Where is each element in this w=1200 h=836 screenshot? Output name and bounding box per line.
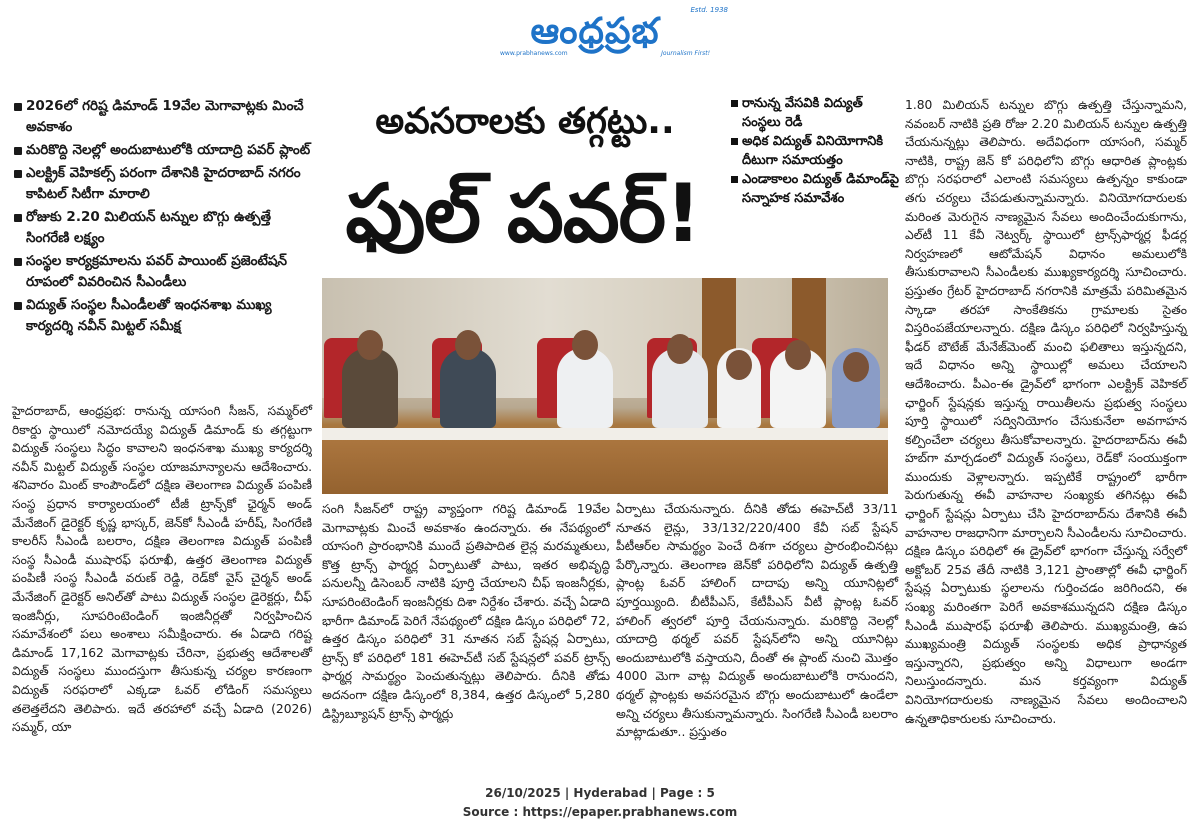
highlight-item: ఎలక్ట్రిక్ వెహికల్స్ పరంగా దేశానికి హైదరాబాద్ నగరం కాపిటల్ సిటీగా మారాలి: [12, 163, 312, 205]
photo-person-head: [726, 350, 752, 380]
photo-person: [440, 348, 496, 428]
photo-person-head: [572, 330, 598, 360]
highlight-item: 2026లో గరిష్ట డిమాండ్ 19వేల మెగావాట్లకు మించే అవకాశం: [12, 96, 312, 138]
photo-person: [342, 348, 398, 428]
article-column-4: [905, 96, 1187, 728]
article-text: సంగి సీజన్‌లో రాష్ట్ర వ్యాప్తంగా గరిష్ట డిమాండ్ 19వేల మెగావాట్లకు మించే అవకాశం ఉందన్నారు. ఈ నేపథ్యంలో యాసంగి ప్రారంభానికి ముందే ప్రతిపాదిత లైన్ల మరమ్మతులు, కొత్త ట్రాన్స్ ఫార్మర్ల ఏర్పాటుతో పాటు, ఇతర అభివృద్ధి పనులన్నీ డిసెంబర్ నాటికి పూర్తి చేయాలని చీఫ్ ఇంజనీర్లకు, సూపరింటెండింగ్ ఇంజనీర్లకు దిశా నిర్దేశం చేశారు. వచ్చే ఏడాది భారీగా డిమాండ్ పెరిగే నేపథ్యంలో దక్షిణ డిస్కం పరిధిలో 72, ఉత్తర డిస్కం పరిధిలో 31 నూతన సబ్ స్టేషన్ల ఏర్పాటు, ట్రాన్స్ కో పరిధిలో 181 ఈహెచ్‌టీ సబ్ స్టేషన్లలో పవర్ ట్రాన్స్ ఫార్మర్ల సామర్థ్యం పెంచుతున్నట్లు తెలిపారు. దీనికి తోడు అదనంగా దక్షిణ డిస్కంలో 8,384, ఉత్తర డిస్కంలో 5,280 డిస్ట్రిబ్యూషన్ ట్రాన్స్ ఫార్మర్లు: [322, 502, 610, 721]
article-column-1: [12, 402, 312, 737]
highlight-item: విద్యుత్ సంస్థల సీఎండీలతో ఇంధనశాఖ ముఖ్య కార్యదర్శి నవీన్ మిట్టల్ సమీక్ష: [12, 295, 312, 337]
highlight-item: సంస్థల కార్యక్రమాలను పవర్ పాయింట్ ప్రజెంటేషన్ రూపంలో వివరించిన సీఎండీలు: [12, 251, 312, 293]
article-text: హైదరాబాద్, ఆంధ్రప్రభ: రానున్న యాసంగి సీజన్, సమ్మర్‌లో రికార్డు స్థాయిలో నమోదయ్యే విద్యుత్ డిమాండ్ కు తగ్గట్టుగా విద్యుత్ సంస్థలు సిద్ధం కావాలని ఇంధనశాఖ ముఖ్య కార్యదర్శి నవీన్ మిట్టల్ విద్యుత్ సంస్థల యాజమాన్యాలను ఆదేశించారు. శనివారం మింట్ కాంపౌండ్‌లో దక్షిణ తెలంగాణ విద్యుత్ పంపిణీ సంస్థ ప్రధాన కార్యాలయంలో టీజీ ట్రాన్స్‌కో ఛైర్మన్ అండ్ మేనేజింగ్ డైరెక్టర్ కృష్ణ భాస్కర్, జెన్‌కో సీఎండీ హరీష్, సింగరేణి కాలరీస్ సీఎండీ బలరాం, దక్షిణ తెలంగాణ విద్యుత్ పంపిణీ సంస్థ సీఎండీ ముషారఫ్ ఫరూఖీ, ఉత్తర తెలంగాణ విద్యుత్ పంపిణీ సంస్థ సీఎండీ వరుణ్ రెడ్డి, రెడ్‌కో వైస్ చైర్మన్ అండ్ మేనేజింగ్ డైరెక్టర్ అనిల్‌తో పాటు విద్యుత్ సంస్థల డైరెక్టర్లు, చీఫ్ ఇంజినీర్లు, సూపరింటెండింగ్ ఇంజినీర్లతో నిర్వహించిన సమావేశంలో పలు అంశాలు సమీక్షించారు. ఈ ఏడాది గరిష్ట డిమాండ్ 17,162 మెగావాట్లకు చేరినా, ప్రభుత్వ ఆదేశాలతో విద్యుత్ సంస్థలు ముందస్తుగా తీసుకున్న చర్యల కారణంగా విద్యుత్ సరఫరాలో ఎక్కడా ఓవర్ లోడింగ్ సమస్యలు తలెత్తలేదని తెలిపారు. ఇదే తరహాలో వచ్చే ఏడాది (2026) సమ్మర్, యా: [12, 404, 312, 735]
bullet-icon: [731, 100, 738, 107]
headline-kicker: అవసరాలకు తగ్గట్టు..: [375, 101, 675, 142]
headline-main: ఫుల్ పవర్!: [345, 167, 701, 260]
highlight-item: రోజుకు 2.20 మిలియన్ టన్నుల బొగ్గు ఉత్పత్తే సింగరేణి లక్ష్యం: [12, 207, 312, 249]
bullet-icon: [14, 170, 22, 178]
summary-item: ఎండాకాలం విద్యుత్ డిమాండ్‌పై సన్నాహక సమావేశం: [730, 170, 900, 208]
footer-date-page: 26/10/2025 | Hyderabad | Page : 5: [485, 786, 715, 800]
bullet-icon: [14, 302, 22, 310]
footer-source: Source : https://epaper.prabhanews.com: [462, 805, 738, 819]
article-text: 1.80 మిలియన్ టన్నుల బొగ్గు ఉత్పత్తి చేస్తున్నామని, నవంబర్ నాటికి ప్రతి రోజు 2.20 మిలియన్ టన్నుల ఉత్పత్తి చేయనున్నట్లు తెలిపారు. అదేవిధంగా యాసంగి, సమ్మర్ నాటికి, రాష్ట్ర జెన్ కో పరిధిలోని బొగ్గు ఆధారిత ప్లాంట్లకు బొగ్గు సరఫరాలో ఎలాంటి సమస్యలు ఉత్పన్నం కాకుండా తగు చర్యలు చేపడుతున్నామన్నారు. వినియోగదారులకు మరింత మెరుగైన నాణ్యమైన సేవలు అందించేందుకుగాను, ఎల్‌టీ 11 కేవీ నెట్వర్క్ స్థాయిలో ట్రాన్స్‌ఫార్మర్ల ఫీడర్ల నిర్వహణలో ఆటోమేషన్ విధానం అమలులోకి తీసుకురావాలని సీఎండీలకు ముఖ్యకార్యదర్శి సూచించారు. ప్రస్తుతం గ్రేటర్ హైదరాబాద్ నగరానికి మాత్రమే పరిమితమైన స్కాడా తరహా సాంకేతికను గ్రామాలకు సైతం విస్తరింపజేయాలన్నారు. దక్షిణ డిస్కం పరిధిలో నిర్వహిస్తున్న ఫీడర్ బౌటేజ్ మేనేజ్‌మెంట్ మంచి ఫలితాలు ఇస్తున్నదని, ఇదే విధానం అన్ని స్థాయిల్లో అమలు చేయాలని ఆదేశించారు. పీఎం-ఈ డ్రైవ్‌లో భాగంగా ఎలక్ట్రిక్ వెహికల్ ఛార్జింగ్ స్టేషన్లకు ఇస్తున్న రాయితీలను ప్రభుత్వ సంస్థలు పూర్తి స్థాయిలో సద్వినియోగం చేసుకునేలా అవగాహన కల్పించేలా చర్యలు తీసుకోవాలన్నారు. హైదరాబాద్‌ను ఈవీ హబ్‌గా మార్చడంలో విద్యుత్ సంస్థలు, రెడ్‌కో సంయుక్తంగా ముందుకు వెళ్లాలన్నారు. ఇప్పటికే రాష్ట్రంలో భారీగా పెరుగుతున్న ఈవీ వాహనాల సంఖ్యకు తగినట్లు ఈవీ ఛార్జింగ్ స్టేషన్లు ఏర్పాటు చేసి హైదరాబాద్‌ను దేశానికి ఈవీ వాహనాల రాజధానిగా మార్చాలని సీఎండీలను సూచించారు. దక్షిణ డిస్కం పరిధిలో ఈ డ్రైవ్‌లో భాగంగా చేస్తున్న సర్వేలో అక్టోబర్ 25వ తేదీ నాటికి 3,121 ప్రాంతాల్లో ఈవీ ఛార్జింగ్ స్టేషన్ల ఏర్పాటుకు స్థలాలను గుర్తించడం జరిగిందని, ఈ సంఖ్య మరింతగా పెరిగే అవకాశమున్నదని దక్షిణ డిస్కం సీఎండీ ముషారఫ్ ఫరూఖీ తెలిపారు. ముఖ్యమంత్రి, ఉప ముఖ్యమంత్రి విద్యుత్ సంస్థలకు అధిక ప్రాధాన్యత ఇస్తున్నారని, ప్రభుత్వం అన్ని విధాలుగా అండగా నిలుస్తుందన్నారు. మన కర్తవ్యంగా విద్యుత్ వినియోగదారులకు నాణ్యమైన సేవలు అందించాలని ఉన్నతాధికారులకు సూచించారు.: [905, 98, 1187, 726]
bullet-icon: [14, 214, 22, 222]
photo-person-head: [667, 334, 693, 364]
bullet-icon: [14, 147, 22, 155]
article-column-3: [616, 500, 898, 742]
article-text: ఏర్పాటు చేయనున్నారు. దీనికి తోడు ఈహెచ్‌టీ 33/11 నూతన లైన్లు, 33/132/220/400 కేవీ సబ్ స్టేషన్ పీటీఆర్‌ల సామర్థ్యం పెంచే దిశగా చర్యలు ప్రారంభించినట్లు పేర్కొన్నారు. తెలంగాణ జెన్‌కో పరిధిలోని విద్యుత్ ఉత్పత్తి ప్లాంట్ల ఓవర్ హాలింగ్ దాదాపు అన్ని యూనిట్లలో పూర్తయ్యింది. బీటీపీఎస్, కేటీపీఎస్ వీటీ ప్లాంట్ల ఓవర్ హాలింగ్ త్వరలో పూర్తి చేయనున్నారు. మరికొద్ది నెలల్లో యాదాద్రి థర్మల్ పవర్ స్టేషన్‌లోని అన్ని యూనిట్లు అందుబాటులోకి వస్తాయని, దీంతో ఈ ప్లాంట్ నుంచి మొత్తం 4000 మెగా వాట్ల విద్యుత్ అందుబాటులోకి రానుందని, థర్మల్ ప్లాంట్లకు అవసరమైన బొగ్గు అందుబాటులో ఉండేలా అన్ని చర్యలు తీసుకున్నామన్నారు. సింగరేణి సీఎండీ బలరాం మాట్లాడుతూ.. ప్రస్తుతం: [616, 502, 898, 740]
newspaper-logo: ఆంధ్రప్రభ: [530, 10, 660, 52]
summary-item: అధిక విద్యుత్ వినియోగానికి దీటుగా సమాయత్తం: [730, 132, 900, 170]
summary-item: రానున్న వేసవికి విద్యుత్ సంస్థలు రెడీ: [730, 94, 900, 132]
masthead-tagline: Journalism First!: [661, 50, 710, 57]
article-column-2: [322, 500, 610, 723]
bullet-icon: [731, 176, 738, 183]
summary-points: [730, 94, 900, 208]
bullet-icon: [14, 258, 22, 266]
page-footer: [0, 784, 1200, 822]
photo-person-head: [357, 330, 383, 360]
masthead-url: www.prabhanews.com: [500, 50, 568, 57]
meeting-photo: [322, 278, 888, 494]
established-label: Estd. 1938: [690, 6, 728, 14]
photo-person: [557, 348, 613, 428]
photo-person-head: [843, 352, 869, 382]
photo-person-head: [455, 330, 481, 360]
bullet-icon: [731, 138, 738, 145]
masthead: [430, 6, 770, 58]
photo-tablecloth: [322, 428, 888, 440]
bullet-icon: [14, 103, 22, 111]
highlight-item: మరికొద్ది నెలల్లో అందుబాటులోకి యాదాద్రి పవర్ ప్లాంట్: [12, 140, 312, 161]
highlights-list: [12, 96, 312, 339]
photo-person-head: [785, 340, 811, 370]
